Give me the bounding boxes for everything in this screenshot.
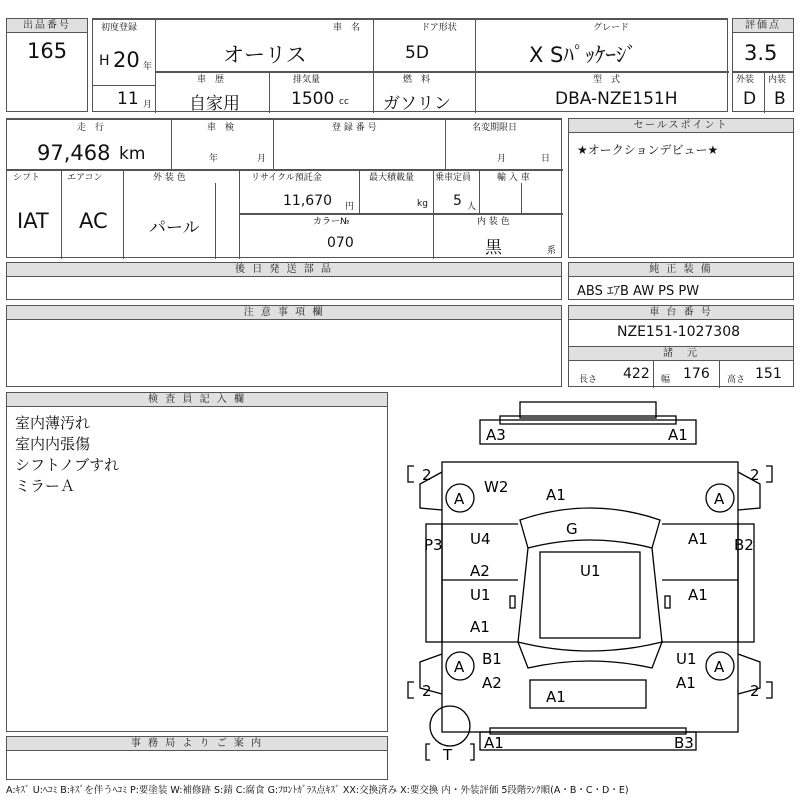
car-name-value: オーリス: [223, 43, 307, 67]
first-reg-label: 初度登録: [101, 23, 138, 33]
divider: [764, 71, 765, 113]
genuine-equipment-box: [568, 262, 794, 300]
divider: [215, 183, 216, 259]
shift-label: シフト: [13, 173, 41, 183]
mark-w2: W2: [484, 478, 509, 496]
note-item: ミラーＡ: [15, 477, 76, 495]
int-color-unit: 系: [547, 246, 557, 256]
chassis-label: 車 台 番 号: [569, 306, 793, 320]
recycle-value: 11,670: [283, 193, 332, 209]
recycle-unit: 円: [345, 202, 355, 212]
fuel-value: ガソリン: [383, 94, 451, 114]
deadline-month-unit: 月: [497, 154, 507, 164]
reg-number-label: 登 録 番 号: [332, 123, 377, 133]
shift-value: IAT: [17, 209, 49, 233]
divider: [61, 169, 62, 259]
door-value: 5D: [405, 43, 429, 63]
score-box: [732, 18, 794, 112]
divider: [653, 360, 654, 388]
inspection-year-unit: 年: [209, 154, 219, 164]
capacity-unit: 人: [467, 202, 477, 212]
height-value: 151: [755, 366, 782, 382]
mark-g: G: [566, 520, 578, 538]
inspector-notes-box: [6, 392, 388, 732]
mark-a-lf: A: [454, 490, 465, 508]
lot-number-box: [6, 18, 88, 112]
mark-b1: B1: [482, 650, 502, 668]
divider: [171, 119, 172, 169]
divider: [269, 71, 270, 113]
displacement-unit: cc: [339, 97, 349, 107]
history-value: 自家用: [189, 94, 240, 114]
ext-color-value: パール: [149, 218, 200, 238]
fuel-label: 燃 料: [403, 75, 431, 85]
width-label: 幅: [661, 375, 671, 385]
mark-a3: A3: [486, 426, 506, 444]
max-load-unit: kg: [417, 199, 428, 209]
interior-value: B: [774, 89, 786, 109]
reg-era: H: [99, 53, 110, 69]
mark-u4: U4: [470, 530, 491, 548]
caution-label: 注 意 事 項 欄: [7, 306, 561, 320]
mark-a-rr: A: [714, 658, 725, 676]
length-value: 422: [623, 366, 650, 382]
note-item: 室内内張傷: [15, 435, 91, 453]
color-no-value: 070: [327, 235, 354, 251]
model-label: 型 式: [593, 75, 621, 85]
mark-b3: B3: [674, 734, 694, 752]
divider: [373, 19, 374, 113]
divider: [479, 169, 480, 213]
reg-year-unit: 年: [143, 62, 153, 72]
displacement-value: 1500: [291, 89, 335, 109]
recycle-label: リサイクル預託金: [251, 173, 322, 183]
mark-a1-roof: A1: [546, 486, 566, 504]
mark-p3: P3: [424, 536, 443, 554]
mark-u1-right-rear: U1: [676, 650, 697, 668]
capacity-label: 乗車定員: [435, 173, 472, 183]
sales-point-value: ★オークションデビュー★: [577, 143, 719, 157]
tire-depth-lr: 2: [422, 682, 432, 700]
lot-number-label: 出品番号: [7, 19, 87, 33]
length-label: 長さ: [579, 375, 598, 385]
row4-header: [239, 213, 563, 215]
divider: [359, 169, 360, 213]
mark-a-rf: A: [714, 490, 725, 508]
divider: [521, 183, 522, 213]
divider: [475, 19, 476, 113]
chassis-box: [568, 305, 794, 387]
divider: [123, 169, 124, 259]
displacement-label: 排気量: [293, 75, 321, 85]
genuine-equipment-value: ABS ｴｱB AW PS PW: [577, 284, 700, 299]
exterior-value: D: [743, 89, 757, 109]
deadline-label: 名変期限日: [472, 123, 518, 133]
width-value: 176: [683, 366, 710, 382]
grade-label: グレード: [593, 23, 630, 33]
mark-a1-right-2: A1: [688, 586, 708, 604]
import-label: 輸 入 車: [497, 173, 530, 183]
sales-point-label: セールスポイント: [569, 119, 793, 133]
mark-a2-left: A2: [470, 562, 490, 580]
int-color-value: 黒: [485, 238, 502, 258]
car-name-label: 車 名: [333, 23, 361, 33]
note-item: 室内薄汚れ: [15, 414, 91, 432]
reg-year: 20: [113, 48, 140, 72]
legend-text: A:ｷｽﾞ U:ﾍｺﾐ B:ｷｽﾞを伴うﾍｺﾐ P:要塗装 W:補修跡 S:錆 C:腐食 G:ﾌﾛﾝﾄｶﾞﾗｽ点ｷｽﾞ XX:交換済み X:要交換 内・外装評価 5段階ﾗﾝｸ順(A・B・C・D・E): [6, 785, 629, 796]
mark-a1-right-1: A1: [688, 530, 708, 548]
sales-point-box: [568, 118, 794, 258]
header-strip-2: [155, 71, 729, 73]
mark-a-lr: A: [454, 658, 465, 676]
genuine-equipment-label: 純 正 装 備: [569, 263, 793, 277]
caution-box: [6, 305, 562, 387]
mark-a1-front: A1: [546, 688, 566, 706]
spare-tire-mark: T: [443, 746, 453, 764]
mileage-unit: km: [119, 144, 146, 164]
dims-label: 諸 元: [569, 346, 793, 361]
later-parts-label: 後 日 発 送 部 品: [7, 263, 561, 277]
mark-a1-bumper: A1: [484, 734, 504, 752]
int-color-label: 内 装 色: [477, 217, 510, 227]
mark-u1-left: U1: [470, 586, 491, 604]
mark-b2: B2: [734, 536, 754, 554]
aircon-label: エアコン: [67, 173, 103, 183]
header-strip-1: [93, 19, 727, 20]
inspection-month-unit: 月: [257, 154, 267, 164]
divider: [93, 85, 155, 86]
max-load-label: 最大積載量: [369, 173, 415, 183]
deadline-day-unit: 日: [541, 154, 551, 164]
mark-a1-rear: A1: [668, 426, 688, 444]
interior-label: 内装: [768, 75, 787, 85]
capacity-value: 5: [453, 193, 462, 209]
lot-number-value: 165: [27, 39, 68, 63]
divider: [445, 119, 446, 169]
score-label: 評価点: [733, 19, 793, 33]
mileage-label: 走 行: [77, 123, 105, 133]
vehicle-header-box: [92, 18, 728, 112]
history-label: 車 歴: [197, 75, 225, 85]
divider: [155, 19, 156, 113]
model-value: DBA-NZE151H: [555, 89, 678, 109]
aircon-value: AC: [79, 209, 108, 233]
reg-month: 11: [117, 89, 139, 109]
height-label: 高さ: [727, 375, 746, 385]
mark-a1-right-rear: A1: [676, 674, 696, 692]
office-notice-box: [6, 736, 388, 780]
grade-value: X Sﾊﾟｯｹｰｼﾞ: [529, 43, 637, 67]
tire-depth-rr: 2: [750, 682, 760, 700]
mileage-section: [6, 118, 562, 258]
office-notice-label: 事 務 局 よ り ご 案 内: [7, 737, 387, 751]
divider: [719, 360, 720, 388]
door-label: ドア形状: [421, 23, 457, 33]
note-item: シフトノブすれ: [15, 456, 120, 474]
mileage-value: 97,468: [37, 141, 111, 165]
tire-depth-rf: 2: [750, 466, 760, 484]
ext-color-label: 外 装 色: [153, 173, 186, 183]
mark-u1-center: U1: [580, 562, 601, 580]
reg-month-unit: 月: [143, 100, 153, 110]
exterior-label: 外装: [736, 75, 755, 85]
chassis-value: NZE151-1027308: [617, 324, 741, 340]
later-parts-box: [6, 262, 562, 300]
color-no-label: カラー№: [313, 217, 350, 227]
inspection-label: 車 検: [207, 123, 235, 133]
inspector-notes-label: 検 査 員 記 入 欄: [7, 393, 387, 407]
inspector-notes-list: [15, 413, 119, 497]
mark-a1-left: A1: [470, 618, 490, 636]
tire-depth-lf: 2: [422, 466, 432, 484]
car-damage-diagram: [390, 392, 800, 782]
score-value: 3.5: [744, 41, 778, 65]
divider: [273, 119, 274, 169]
mark-a2-left-rear: A2: [482, 674, 502, 692]
